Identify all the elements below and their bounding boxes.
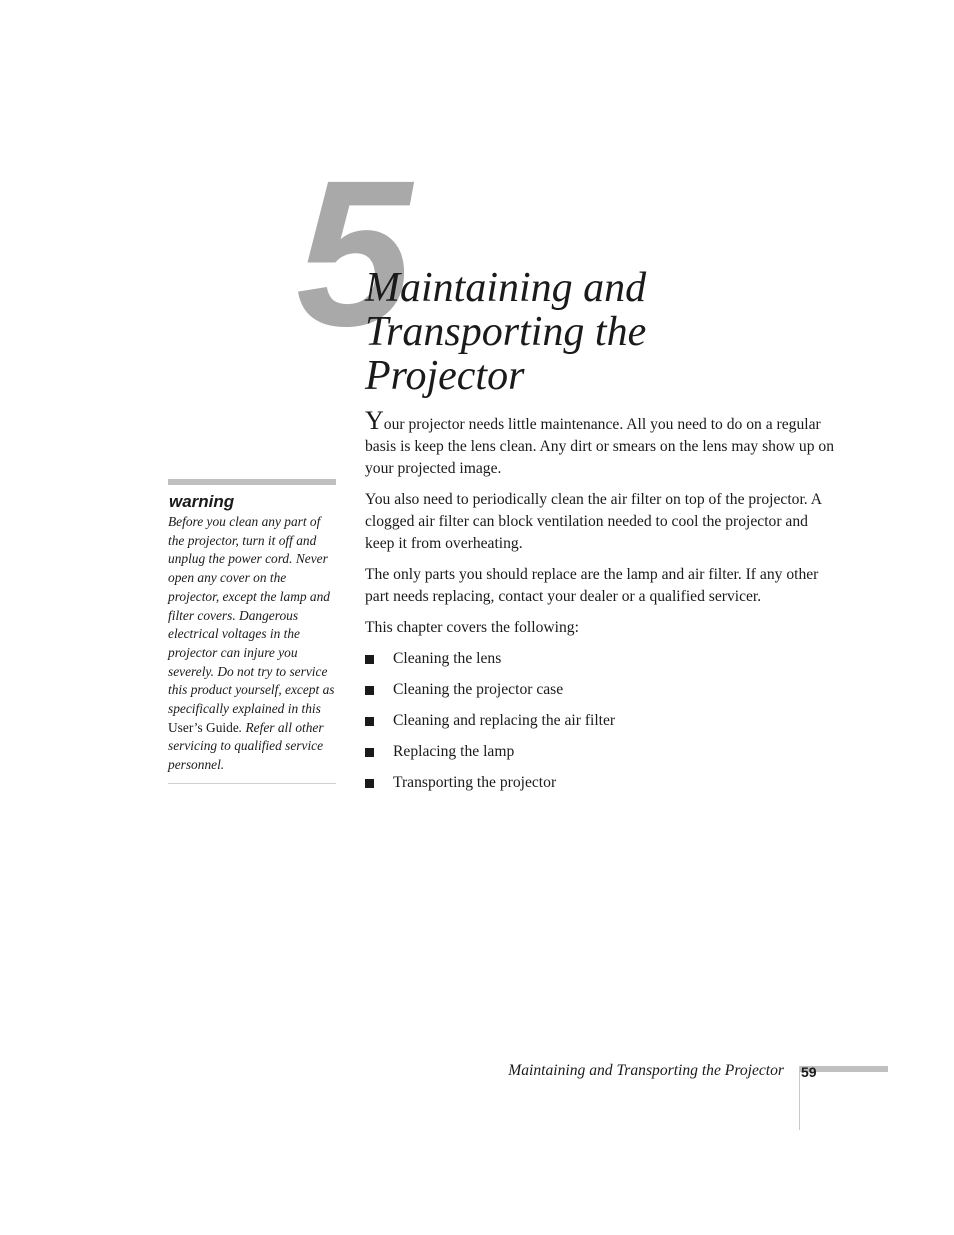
list-item-text: Transporting the projector [393, 774, 557, 791]
warning-text [168, 513, 336, 784]
chapter-title: Maintaining and Transporting the Projector [365, 265, 647, 399]
topic-list [365, 648, 835, 794]
square-bullet-icon [365, 748, 374, 757]
paragraph-chapter-covers: This chapter covers the following: [365, 619, 579, 636]
list-item [365, 679, 835, 701]
square-bullet-icon [365, 655, 374, 664]
square-bullet-icon [365, 717, 374, 726]
footer-divider [799, 1066, 800, 1130]
chapter-body [365, 406, 835, 803]
list-item [365, 772, 835, 794]
warning-title: warning [169, 492, 235, 511]
paragraph-replace-parts: The only parts you should replace are the lamp and air filter. If any other part needs replacing, contact your dealer or a qualified servicer. [365, 566, 819, 605]
list-item-text: Cleaning and replacing the air filter [393, 712, 616, 729]
square-bullet-icon [365, 779, 374, 788]
paragraph-air-filter: You also need to periodically clean the air filter on top of the projector. A clogged air filter can block ventilation needed to cool the projector and keep it from overheating. [365, 491, 822, 552]
list-item-text: Replacing the lamp [393, 743, 515, 760]
warning-text-part-a: Before you clean any part of the projector, turn it off and unplug the power cord. Never open any cover on the projector, except the lamp and filter covers. Dangerous electrical voltages in the projector can injure you severely. Do not try to service this product yourself, except as specifically explained in this [168, 514, 335, 717]
list-item [365, 710, 835, 732]
list-item-text: Cleaning the projector case [393, 681, 564, 698]
intro-paragraph [365, 406, 835, 480]
page-number: 59 [801, 1064, 817, 1080]
list-item [365, 741, 835, 763]
list-item-text: Cleaning the lens [393, 650, 502, 667]
chapter-number: 5 [296, 138, 408, 370]
guide-name: User’s Guide [168, 719, 239, 735]
list-item [365, 648, 835, 670]
warning-text-part-b: . Refer all other servicing to qualified service personnel. [168, 719, 324, 773]
square-bullet-icon [365, 686, 374, 695]
drop-cap: Y [365, 406, 384, 435]
running-footer-title: Maintaining and Transporting the Projector [508, 1062, 784, 1079]
intro-text: our projector needs little maintenance. All you need to do on a regular basis is keep the lens clean. Any dirt or smears on the lens may show up on your projected image. [365, 416, 835, 477]
warning-sidebar [168, 479, 336, 784]
